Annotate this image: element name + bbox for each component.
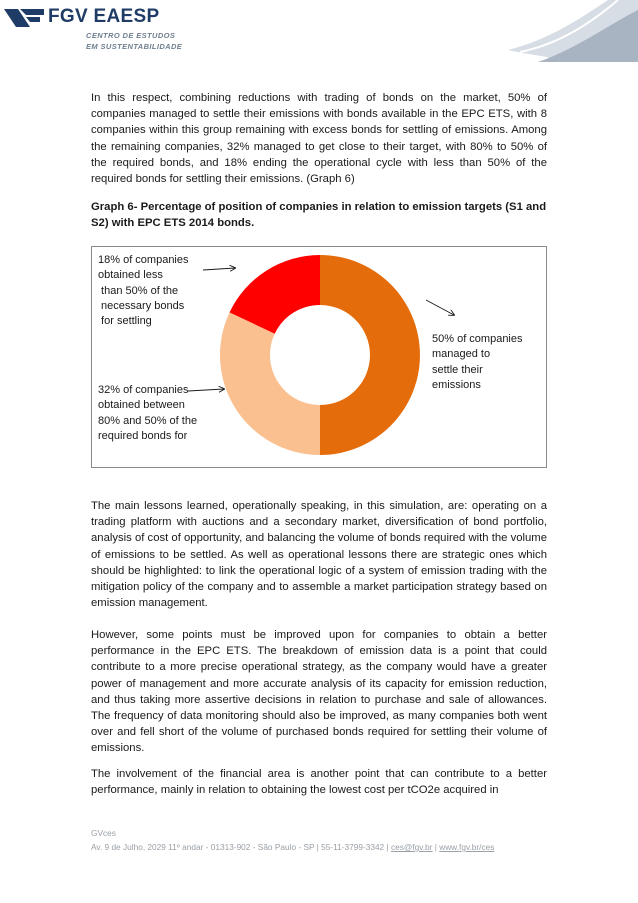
fgv-eaesp-logo [4,6,204,50]
brand-subtitle-line1: CENTRO DE ESTUDOS [86,31,176,40]
slice-between-80-50 [220,312,320,455]
header-corner-decoration [508,0,638,62]
paragraph-1: In this respect, combining reductions with trading of bonds on the market, 50% of companies managed to settle their emissions with bonds available in the EPC ETS, with 8 companies within this group remaining with excess bonds for settling of emissions. Among the remaining companies, 32% managed to get close to their target, with 80% to 50% of the required bonds, and 18% ending the operational cycle with less than 50% of the required bonds for settling their emissions. (Graph 6) [91,92,547,186]
slice-label-less: 18% of companies obtained less than 50% of the necessary bonds for settling [98,254,189,328]
footer-website-link[interactable]: www.fgv.br/ces [439,842,495,852]
slice-label-between: 32% of companies obtained between 80% and 50% of the required bonds for [98,384,198,442]
arrow-less-label [203,268,235,270]
paragraph-3: However, some points must be improved upon for companies to obtain a better performance in the EPC ETS. The breakdown of emission data is a point that could contribute to a more precise operational strategy, as the company would have a greater power of management and more accurate analysis of its capacity for emission reduction, and thus taking more assertive decisions in relation to purchase and sale of allowances. The frequency of data monitoring should also be improved, as many companies both went over and fell short of the volume of purchased bonds required for settling their volume of emissions. [91,629,547,755]
footer-address: Av. 9 de Julho, 2029 11º andar - 01313-902 - São Paulo - SP | 55-11-3799-3342 | [91,842,389,852]
graph-caption: Graph 6- Percentage of position of companies in relation to emission targets (S1 and S2) with EPC ETS 2014 bonds. [91,201,547,230]
paragraph-4: The involvement of the financial area is another point that can contribute to a better performance, mainly in relation to obtaining the lowest cost per tCO2e acquired in [91,768,547,797]
slice-settled [320,255,420,455]
fgv-arrow-icon [4,9,44,27]
paragraph-2: The main lessons learned, operationally speaking, in this simulation, are: operating on a trading platform with auctions and a secondary market, diversification of bond portfolio, analysis of cost of opportunity, and balancing the volume of bonds required with the volume of emissions to be settled. As well as operational lessons there are strategic ones which should be highlighted: to link the operational logic of a system of emission trading with the mitigation policy of the company and to assemble a market participation strategy based on emission management. [91,500,547,610]
donut-chart-frame [91,246,547,468]
slice-label-settled: 50% of companies managed to settle their emissions [432,333,523,391]
brand-subtitle-line2: EM SUSTENTABILIDADE [86,42,183,51]
footer-separator: | [434,842,437,852]
brand-name: FGV EAESP [48,6,160,27]
footer-address-line [91,842,494,852]
footer-email-link[interactable]: ces@fgv.br [390,842,433,852]
footer-org: GVces [91,828,116,838]
arrow-settled-label [426,300,454,315]
